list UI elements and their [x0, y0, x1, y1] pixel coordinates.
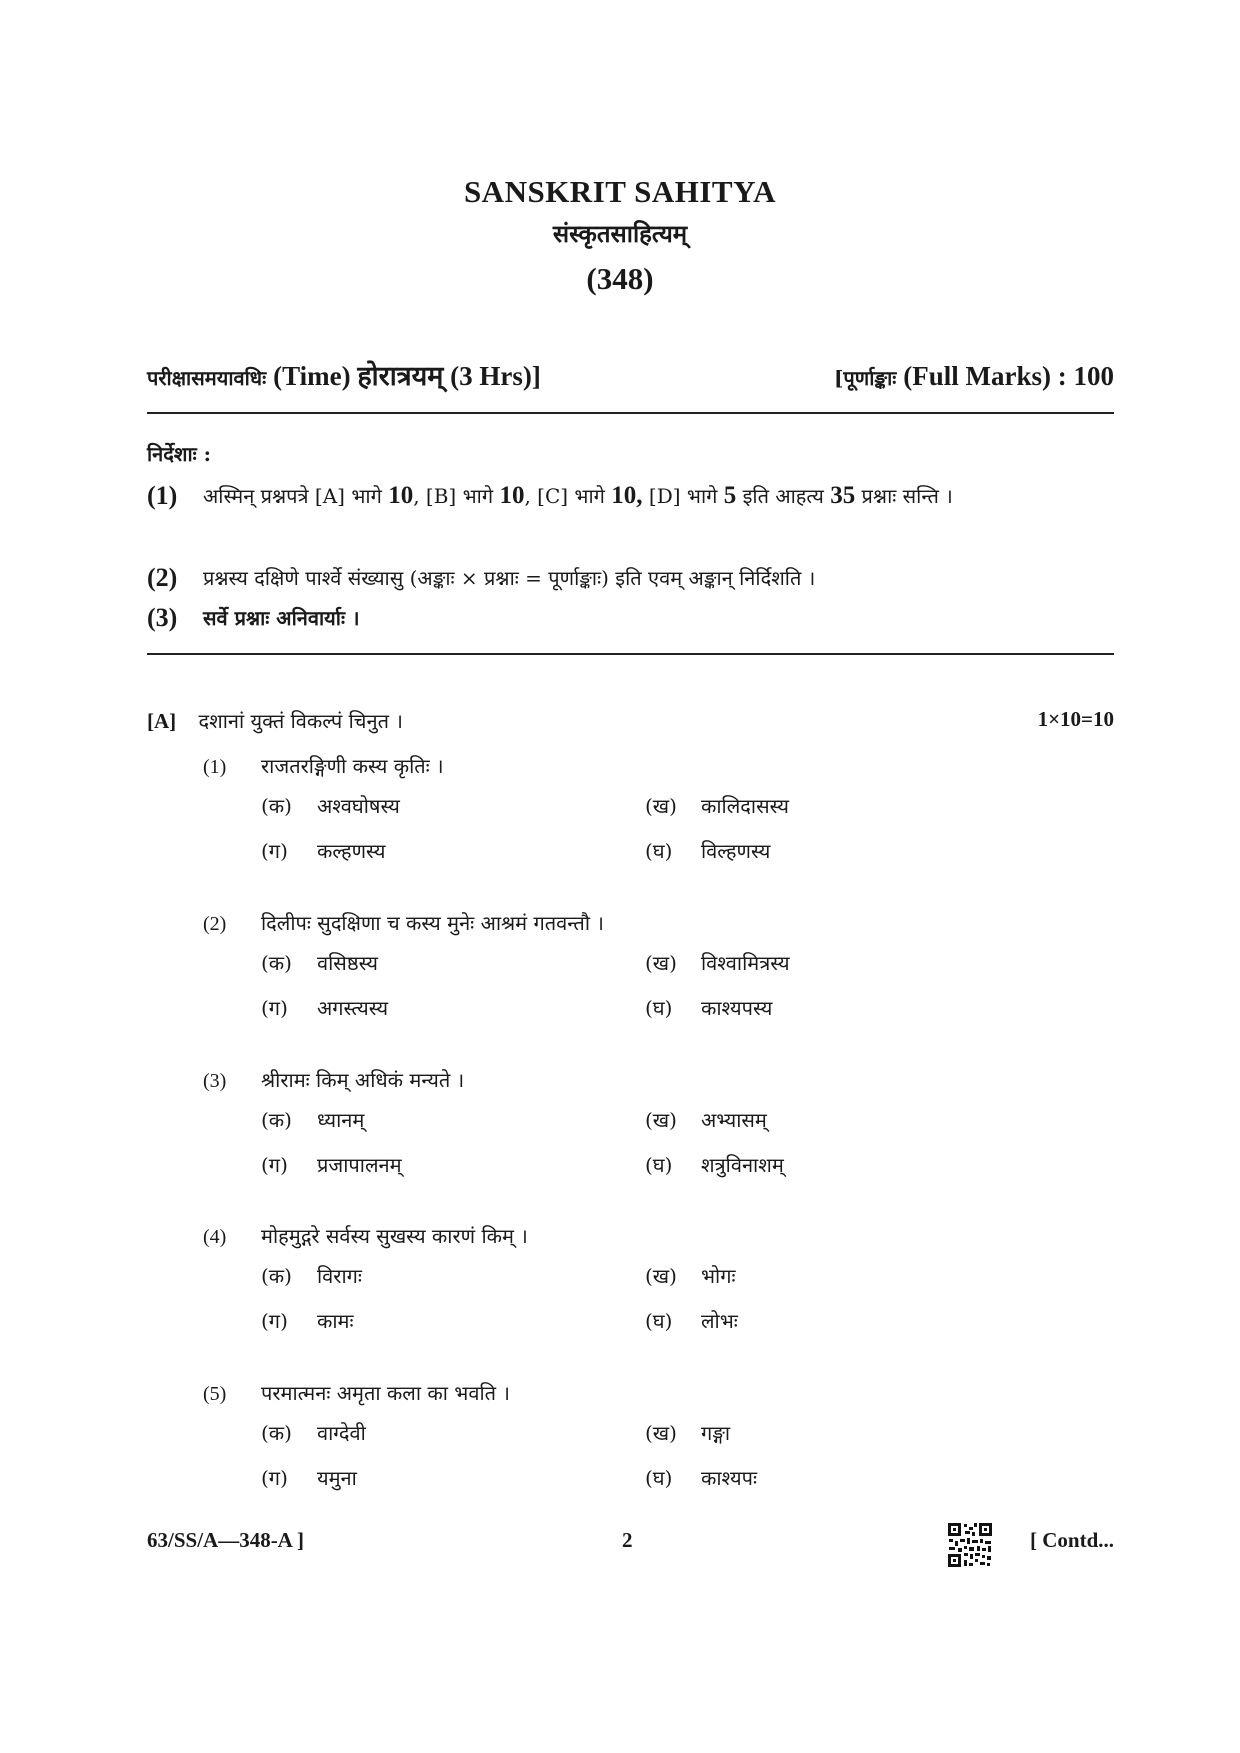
question-number: (3) [203, 1070, 227, 1092]
divider-bottom [147, 653, 1114, 655]
title-sanskrit: संस्कृतसाहित्यम् [552, 219, 688, 248]
question-2 [203, 905, 1083, 1031]
section-a-header [147, 707, 1114, 734]
time-value: (Time) होरात्रयम् (3 Hrs)] [273, 361, 541, 391]
divider-top [147, 412, 1114, 414]
page-footer [147, 1522, 1114, 1562]
instruction-text: प्रश्नस्य दक्षिणे पार्श्वे संख्यासु (अङ्काः × प्रश्नाः = पूर्णाङ्काः) इति एवम् अङ्कान् निर्दिशति । [203, 566, 816, 590]
question-number: (5) [203, 1383, 227, 1405]
options [261, 1098, 1083, 1188]
section-instruction: दशानां युक्तं विकल्पं चिनुत । [198, 709, 403, 733]
question-text: मोहमुद्गरे सर्वस्य सुखस्य कारणं किम् । [261, 1224, 528, 1248]
continued-label: [ Contd... [1029, 1528, 1114, 1552]
title-block [0, 172, 1240, 302]
option: (ग) यमुना [261, 1466, 357, 1490]
instruction-1 [147, 478, 1114, 514]
option: (ख) कालिदासस्य [645, 794, 789, 818]
time-info [147, 356, 541, 393]
question-number: (1) [203, 756, 227, 778]
option: (क) अश्वघोषस्य [261, 794, 400, 818]
qr-code-icon [947, 1522, 993, 1568]
option: (ख) अभ्यासम् [645, 1108, 767, 1132]
marks-info [834, 361, 1114, 392]
options [261, 784, 1083, 874]
instruction-number: (3) [147, 603, 178, 632]
marks-value: (Full Marks) : 100 [903, 361, 1114, 391]
instruction-2 [147, 560, 1114, 596]
instructions-heading: निर्देशाः : [147, 442, 212, 466]
option: (घ) काश्यपः [645, 1466, 758, 1490]
instruction-number: (2) [147, 563, 178, 592]
question-number: (2) [203, 913, 227, 935]
time-label: परीक्षासमयावधिः [147, 366, 267, 390]
section-label: [A] [147, 709, 177, 733]
option: (ग) कामः [261, 1309, 354, 1333]
option: (घ) शत्रुविनाशम् [645, 1153, 784, 1177]
question-text: परमात्मनः अमृता कला का भवति । [261, 1381, 510, 1405]
question-4 [203, 1218, 1083, 1344]
marks-label: [पूर्णाङ्काः [833, 366, 897, 390]
option: (घ) लोभः [645, 1309, 738, 1333]
option: (क) ध्यानम् [261, 1108, 365, 1132]
instruction-text: अस्मिन् प्रश्नपत्रे [A] भागे 10, [B] भागे 10, [C] भागे 10, [D] भागे 5 इति आहत्य 35 प्रश्नाः सन्ति । [203, 482, 953, 509]
question-5 [203, 1375, 1083, 1501]
instruction-3 [147, 600, 1114, 636]
options [261, 941, 1083, 1031]
option: (ख) भोगः [645, 1264, 736, 1288]
question-text: दिलीपः सुदक्षिणा च कस्य मुनेः आश्रमं गतवन्तौ । [261, 911, 604, 935]
option: (घ) विल्हणस्य [645, 839, 771, 863]
options [261, 1411, 1083, 1501]
section-marks: 1×10=10 [1037, 707, 1114, 731]
option: (ग) अगस्त्यस्य [261, 996, 389, 1020]
option: (ग) कल्हणस्य [261, 839, 386, 863]
question-number: (4) [203, 1226, 227, 1248]
instruction-text: सर्वे प्रश्नाः अनिवार्याः । [203, 606, 360, 630]
option: (घ) काश्यपस्य [645, 996, 773, 1020]
instruction-number: (1) [147, 481, 178, 510]
option: (क) वाग्देवी [261, 1421, 366, 1445]
title-english: SANSKRIT SAHITYA [463, 174, 777, 209]
question-1 [203, 748, 1083, 874]
option: (क) वसिष्ठस्य [261, 951, 378, 975]
exam-meta-row [147, 356, 1114, 396]
option: (क) विरागः [261, 1264, 362, 1288]
option: (ख) गङ्गा [645, 1421, 731, 1445]
question-text: राजतरङ्गिणी कस्य कृतिः । [261, 754, 444, 778]
option: (ग) प्रजापालनम् [261, 1153, 402, 1177]
options [261, 1254, 1083, 1344]
question-text: श्रीरामः किम् अधिकं मन्यते । [261, 1068, 465, 1092]
subject-code: (348) [586, 261, 654, 296]
option: (ख) विश्वामित्रस्य [645, 951, 790, 975]
question-3 [203, 1062, 1083, 1188]
page-number: 2 [622, 1528, 633, 1552]
paper-code: 63/SS/A—348-A ] [147, 1528, 304, 1552]
